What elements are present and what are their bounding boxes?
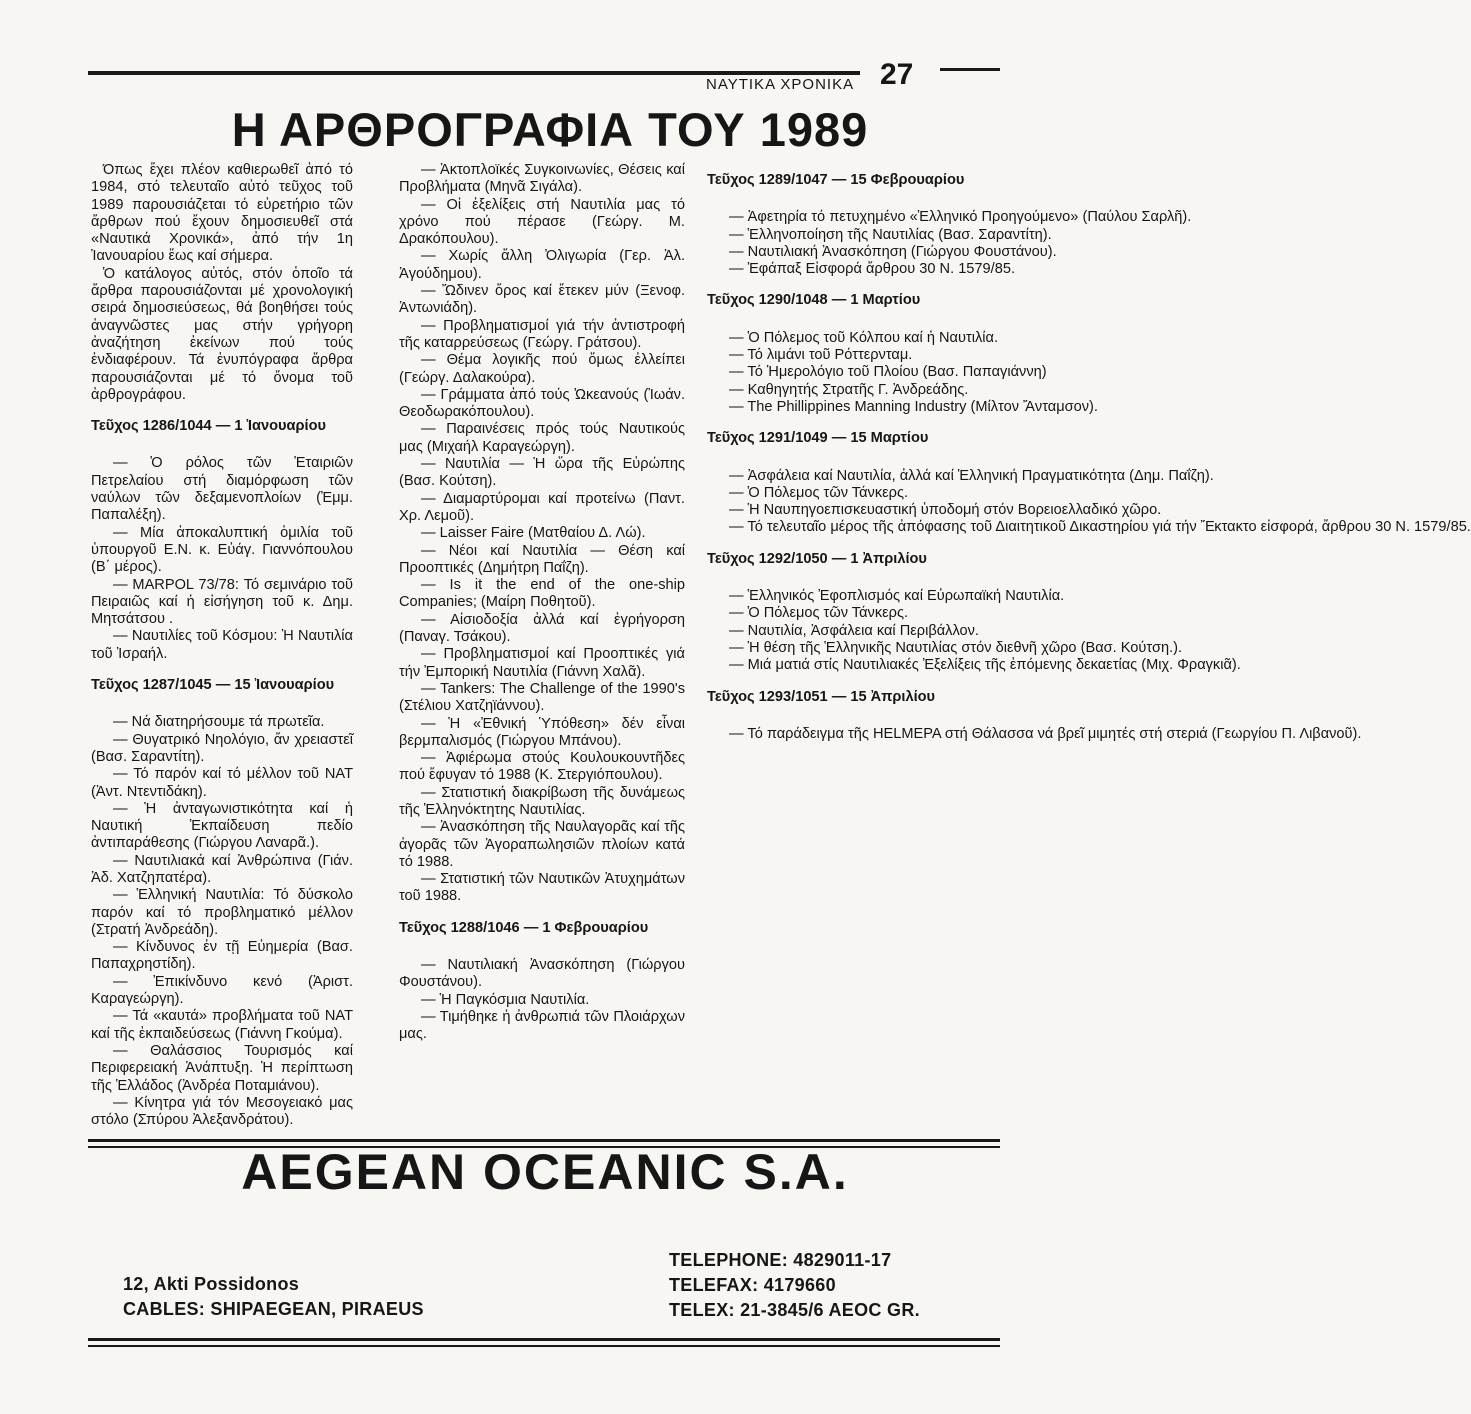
article-entry: — Is it the end of the one-ship Companies; (Μαίρη Ποθητοῦ). — [399, 577, 685, 611]
article-entry: — Ναυτιλίες τοῦ Κόσμου: Ἡ Ναυτιλία τοῦ Ἰσραήλ. — [91, 628, 353, 662]
article-entry: — Ἡ Ναυπηγοεπισκευαστική ὑποδομή στόν Βορειοελλαδικό χῶρο. — [729, 502, 1162, 519]
article-entry: — Τό παρόν καί τό μέλλον τοῦ ΝΑΤ (Ἀντ. Ντεντιδάκη). — [91, 766, 353, 800]
article-entry: — Ἀφετηρία τό πετυχημένο «Ἑλληνικό Προηγούμενο» (Παύλου Σαρλῆ). — [729, 209, 1192, 226]
article-entry: — Χωρίς ἄλλη Ὀλιγωρία (Γερ. Ἀλ. Ἀγούδημου). — [399, 248, 685, 282]
article-entry: — Στατιστική τῶν Ναυτικῶν Ἀτυχημάτων τοῦ 1988. — [399, 871, 685, 905]
article-entry: — Ναυτιλία — Ἡ ὥρα τῆς Εὐρώπης (Βασ. Κούτση). — [399, 456, 685, 490]
article-entry: — Ὁ Πόλεμος τῶν Τάνκερς. — [729, 484, 909, 501]
article-entry: — Ἐφάπαξ Εἰσφορά ἄρθρου 30 Ν. 1579/85. — [729, 261, 1016, 278]
article-entry: — Τό Ἡμερολόγιο τοῦ Πλοίου (Βασ. Παπαγιάννη) — [729, 364, 1047, 381]
article-entry: — Ἡ ἀνταγωνιστικότητα καί ἡ Ναυτική Ἐκπαίδευση πεδίο ἀντιπαράθεσης (Γιώργου Λαναρᾶ.). — [91, 800, 353, 852]
article-entry: — Κίνδυνος ἐν τῇ Εὐημερία (Βασ. Παπαχρηστίδη). — [91, 939, 353, 973]
article-entry: — Γράμματα ἀπό τούς Ὠκεανούς (Ἰωάν. Θεοδωρακόπουλου). — [399, 386, 685, 421]
article-entry: — Ὁ ρόλος τῶν Ἑταιριῶν Πετρελαίου στή διαμόρφωση τῶν ναύλων τῶν δεξαμενοπλοίων (Ἐμμ. Παπαλέξη). — [91, 455, 353, 524]
header-rule — [88, 71, 860, 75]
article-entry: — Προβληματισμοί γιά τήν ἀντιστροφή τῆς καταρρεύσεως (Γεώργ. Γράτσου). — [399, 317, 685, 351]
article-entry: — Αἰσιοδοξία ἀλλά καί ἐγρήγορση (Παναγ. Τσάκου). — [399, 611, 685, 646]
article-title: Η ΑΡΘΡΟΓΡΑΦΙΑ ΤΟΥ 1989 — [231, 103, 869, 156]
issue-heading: Τεῦχος 1288/1046 — 1 Φεβρουαρίου — [399, 919, 649, 936]
article-entry: — MARPOL 73/78: Τό σεμινάριο τοῦ Πειραιῶς καί ἡ εἰσήγηση τοῦ κ. Δημ. Μητσάτσου . — [91, 576, 353, 628]
issue-heading: Τεῦχος 1287/1045 — 15 Ἰανουαρίου — [91, 677, 335, 694]
article-entry: — Νά διατηρήσουμε τά πρωτεῖα. — [113, 714, 325, 731]
article-entry: — Ἀνασκόπηση τῆς Ναυλαγορᾶς καί τῆς ἀγορᾶς τῶν Ἀγοραπωλησιῶν πλοίων κατά τό 1988. — [399, 819, 685, 870]
article-entry: — Τό λιμάνι τοῦ Ρόττερνταμ. — [729, 347, 913, 364]
issue-heading: Τεῦχος 1286/1044 — 1 Ἰανουαρίου — [91, 418, 326, 435]
advert-bottom-rule-thin — [88, 1345, 1000, 1347]
issue-heading: Τεῦχος 1293/1051 — 15 Ἀπριλίου — [707, 688, 936, 705]
column-3 — [707, 172, 1471, 743]
article-entry: — Ἀκτοπλοϊκές Συγκοινωνίες, Θέσεις καί Προβλήματα (Μηνᾶ Σιγάλα). — [399, 162, 685, 196]
article-entry: — Ἡ Παγκόσμια Ναυτιλία. — [421, 991, 590, 1008]
article-entry: — Tankers: The Challenge of the 1990's (Στέλιου Χατζηϊάννου). — [399, 680, 685, 715]
article-entry: — Τό τελευταῖο μέρος τῆς ἀπόφασης τοῦ Διαιτητικοῦ Δικαστηρίου γιά τήν Ἔκτακτο εἰσφορά, ἄρθρου 30 Ν. 1579/85. — [729, 519, 1471, 536]
article-entry: — Μία ἀποκαλυπτική ὁμιλία τοῦ ὑπουργοῦ Ε.Ν. κ. Εὐάγ. Γιαννόπουλου (Β΄ μέρος). — [91, 524, 353, 576]
column-1 — [91, 162, 353, 1129]
article-entry: — Ναυτιλιακά καί Ἀνθρώπινα (Γιάν. Ἀδ. Χατζηπατέρα). — [91, 852, 353, 886]
article-entry: — Ὤδινεν ὄρος καί ἔτεκεν μύν (Ξενοφ. Ἀντωνιάδη). — [399, 283, 685, 317]
article-entry: — Ἑλληνικός Ἐφοπλισμός καί Εὐρωπαϊκή Ναυτιλία. — [729, 588, 1065, 605]
article-entry: — Παραινέσεις πρός τούς Ναυτικούς μας (Μιχαήλ Καραγεώργη). — [399, 421, 685, 455]
article-entry: — Ἡ «Ἐθνική Ὑπόθεση» δέν εἶναι βερμπαλισμός (Γιώργου Μπάνου). — [399, 715, 685, 749]
article-entry: — Ἑλληνοποίηση τῆς Ναυτιλίας (Βασ. Σαραντίτη). — [729, 226, 1052, 243]
article-entry: — Τό παράδειγμα τῆς HELMEPA στή Θάλασσα νά βρεῖ μιμητές στή στεριά (Γεωργίου Π. Λιβανοῦ). — [729, 725, 1362, 742]
article-entry: — Ὁ Πόλεμος τῶν Τάνκερς. — [729, 605, 909, 622]
issue-heading: Τεῦχος 1291/1049 — 15 Μαρτίου — [707, 430, 929, 447]
issue-heading: Τεῦχος 1289/1047 — 15 Φεβρουαρίου — [707, 172, 965, 188]
article-entry: — Προβληματισμοί καί Προοπτικές γιά τήν Ἐμπορική Ναυτιλία (Γιάννη Χαλᾶ). — [399, 646, 685, 680]
article-entry: — Μιά ματιά στίς Ναυτιλιακές Ἐξελίξεις τῆς ἑπόμενης δεκαετίας (Μιχ. Φραγκιᾶ). — [729, 657, 1241, 674]
article-entry: — Ἀσφάλεια καί Ναυτιλία, ἀλλά καί Ἑλληνική Πραγματικότητα (Δημ. Παΐζη). — [729, 467, 1214, 484]
advert-address: 12, Akti Possidonos — [123, 1274, 300, 1294]
article-entry: — Διαμαρτύρομαι καί προτείνω (Παντ. Χρ. Λεμοῦ). — [399, 490, 685, 524]
article-entry: — Ἑλληνική Ναυτιλία: Τό δύσκολο παρόν καί τό προβληματικό μέλλον (Στρατή Ἀνδρεάδη). — [91, 887, 353, 938]
article-entry: — Ναυτιλιακή Ἀνασκόπηση (Γιώργου Φουστάνου). — [729, 243, 1057, 260]
intro-paragraph: Όπως ἔχει πλέον καθιερωθεῖ ἀπό τό 1984, στό τελευταῖο αὐτό τεῦχος τοῦ 1989 παρουσιάζεται τό εὑρετήριο τῶν ἄρθρων πού ἔχουν δημοσιευθεῖ στά «Ναυτικά Χρονικά», ἀπό τήν 1η Ἰανουαρίου ἕως καί σήμερα. — [91, 162, 353, 265]
article-entry: — Τιμήθηκε ἡ ἀνθρωπιά τῶν Πλοιάρχων μας. — [399, 1008, 685, 1043]
advert-telex: TELEX: 21-3845/6 AEOC GR. — [669, 1300, 920, 1320]
article-entry: — Ἀφιέρωμα στούς Κουλουκουντῆδες πού ἔφυγαν τό 1988 (Κ. Στεργιόπουλου). — [399, 750, 685, 784]
article-entry: — The Phillippines Manning Industry (Μίλτον Ἄνταμσον). — [729, 398, 1098, 415]
article-entry: — Στατιστική διακρίβωση τῆς δυνάμεως τῆς Ἑλληνόκτητης Ναυτιλίας. — [399, 784, 685, 818]
article-entry: — Καθηγητής Στρατῆς Γ. Ἀνδρεάδης. — [729, 381, 969, 398]
article-entry: — Οἱ ἐξελίξεις στή Ναυτιλία μας τό χρόνο πού πέρασε (Γεώργ. Μ. Δρακόπουλου). — [399, 196, 685, 248]
advert-telefax: TELEFAX: 4179660 — [669, 1275, 836, 1295]
advert-top-rule — [88, 1139, 1000, 1142]
issue-heading: Τεῦχος 1292/1050 — 1 Ἀπριλίου — [707, 550, 927, 567]
article-entry: — Ἐπικίνδυνο κενό (Ἀριστ. Καραγεώργη). — [91, 973, 353, 1008]
article-entry: — Laisser Faire (Ματθαίου Δ. Λώ). — [421, 525, 646, 542]
advert-cables: CABLES: SHIPAEGEAN, PIRAEUS — [123, 1299, 424, 1319]
article-entry: — Θυγατρικό Νηολόγιο, ἄν χρειαστεῖ (Βασ. Σαραντίτη). — [91, 731, 353, 765]
intro-paragraph: Ὁ κατάλογος αὐτός, στόν ὁποῖο τά ἄρθρα παρουσιάζονται μέ χρονολογική σειρά δημοσιεύσεως, θά βοηθήσει τούς ἀναγνῶστες μας στήν γρήγορη ἀναζήτηση ἐκείνων πού τούς ἐνδιαφέρουν. Τά ἐνυπόγραφα ἄρθρα παρουσιάζονται μέ τό ὄνομα τοῦ ἀρθρογράφου. — [91, 265, 353, 403]
column-2 — [399, 162, 685, 1044]
article-entry: — Ναυτιλία, Ἀσφάλεια καί Περιβάλλον. — [729, 622, 979, 639]
page-number: 27 — [880, 58, 914, 91]
article-entry: — Νέοι καί Ναυτιλία — Θέση καί Προοπτικές (Δημήτρη Παΐζη). — [399, 542, 685, 576]
article-entry: — Κίνητρα γιά τόν Μεσογειακό μας στόλο (Σπύρου Ἀλεξανδράτου). — [91, 1094, 353, 1129]
article-entry: — Τά «καυτά» προβλήματα τοῦ ΝΑΤ καί τῆς ἐκπαιδεύσεως (Γιάννη Γκούμα). — [91, 1008, 353, 1042]
advert-bottom-rule — [88, 1338, 1000, 1341]
advert-company-name: AEGEAN OCEANIC S.A. — [241, 1144, 849, 1200]
publication-name: ΝΑΥΤΙΚΑ ΧΡΟΝΙΚΑ — [706, 76, 855, 93]
advert-telephone: TELEPHONE: 4829011-17 — [669, 1250, 892, 1270]
article-entry: — Θαλάσσιος Τουρισμός καί Περιφερειακή Ἀνάπτυξη. Ἡ περίπτωση τῆς Ἑλλάδος (Ἀνδρέα Ποταμιάνου). — [91, 1042, 353, 1094]
header-rule-right — [940, 68, 1000, 71]
article-entry: — Ναυτιλιακή Ἀνασκόπηση (Γιώργου Φουστάνου). — [399, 957, 685, 991]
article-entry: — Θέμα λογικῆς πού ὅμως ἐλλείπει (Γεώργ. Δαλακούρα). — [399, 352, 685, 386]
issue-heading: Τεῦχος 1290/1048 — 1 Μαρτίου — [707, 292, 921, 309]
article-entry: — Ἡ θέση τῆς Ἑλληνικῆς Ναυτιλίας στόν διεθνῆ χῶρο (Βασ. Κούτση.). — [729, 639, 1183, 656]
article-entry: — Ὁ Πόλεμος τοῦ Κόλπου καί ἡ Ναυτιλία. — [729, 329, 998, 346]
